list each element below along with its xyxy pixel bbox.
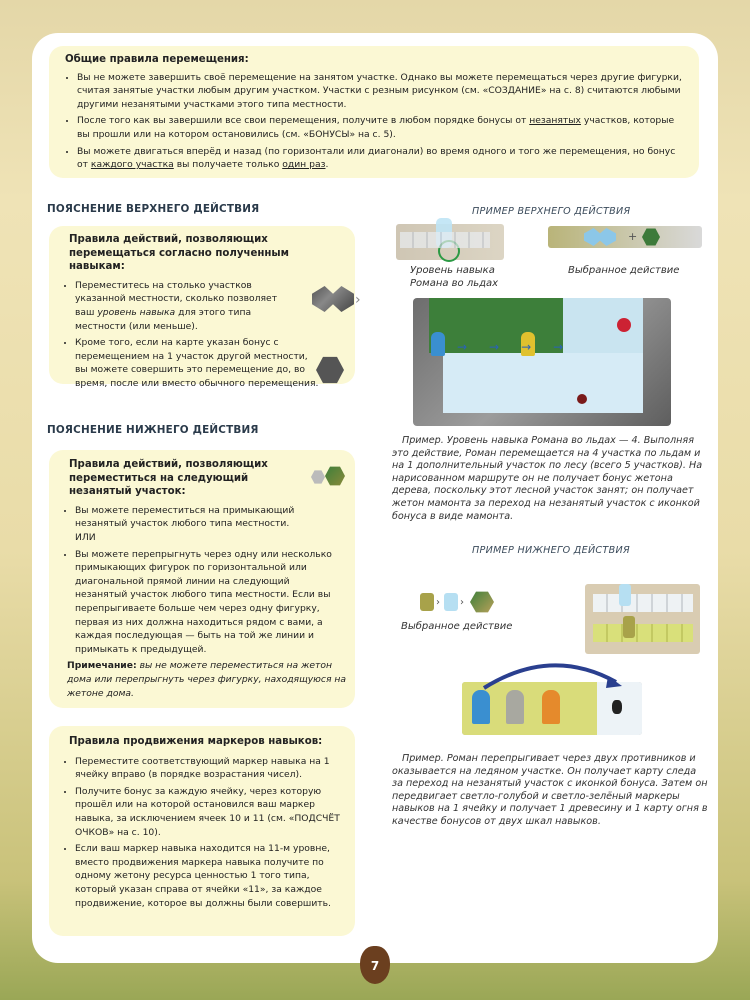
skill-markers-list [59,755,347,911]
opponent-figure-icon [542,690,560,724]
lower-rules-title: Правила действий, позволяющих переместиться на следующий незанятый участок: [69,459,268,498]
skill-track-image [396,224,504,260]
lower-example-text: Пример. Роман перепрыгивает через двух противников и оказывается на ледяном участке. Он получает карту следа за переход на незанятый участок с иконкой бонуса. Затем он передвигает светло-голубой и светло-зелёный маркеры навыков на 1 ячейку и получает 1 древесину и 1 карту огня в качестве бонусов от двух шкал навыков. [392,753,708,827]
ice-action-icon [584,228,616,246]
list-item: • Получите бонус за каждую ячейку, через которую прошёл или на которой остановился ваш маркер навыка, за исключением ячеек 10 и 11 (см. «ПОДСЧЁТ ОЧКОВ» на с. 10). [75,785,347,839]
lower-rules-box [49,450,355,708]
list-item: • Вы можете перепрыгнуть через одну или несколько примыкающих фигурок по горизонтальной или диагональной прямой линии на следующий незанятый участок любого типа местности. Если вы перепрыгиваете больше чем через одну фигурку, первая из них должна находиться рядом с вами, а каждая последующая — быть на той же линии и примыкать к предыдущей. [75,548,347,657]
or-label: ИЛИ [75,531,96,543]
upper-example-text: Пример. Уровень навыка Романа во льдах — 4. Выполняя это действие, Роман перемещается на 4 участка по льдам и на 1 дополнительный участок по лесу (всего 5 участков). На нарисованном маршруте он не получает бонус жетона дерева, поскольку этот лесной участок занят; он получает жетон мамонта за переход на незанятый участок с иконкой бонуса в виде мамонта. [392,435,703,522]
upper-rules-title: Правила действий, позволяющих перемещаться согласно полученным навыкам: [69,234,289,273]
lower-skill-tracks-image [585,584,700,654]
lower-note: Примечание: вы не можете переместиться на жетон дома или перепрыгнуть через фигурку, находящуюся на жетоне дома. [67,660,347,699]
roman-figure-icon [472,690,490,724]
upper-example-title: ПРИМЕР ВЕРХНЕГО ДЕЙСТВИЯ [472,206,631,217]
roman-figure-icon [431,332,445,356]
lower-selected-action-image: › › [420,591,502,615]
selected-action-card-image: + [548,226,702,248]
skill-markers-title: Правила продвижения маркеров навыков: [69,736,323,747]
lower-rules-list [59,504,347,531]
page-number: 7 [360,946,390,984]
lower-example-title: ПРИМЕР НИЖНЕГО ДЕЙСТВИЯ [472,545,630,556]
general-rules-box [49,46,699,178]
general-rules-list [61,71,689,172]
general-rules-title: Общие правила перемещения: [65,54,249,65]
list-item: • Вы не можете завершить своё перемещение на занятом участке. Однако вы можете перемещаться через другие фигурки, считая занятые участки любым другим участком. Участки с резным рисунком (см. «СОЗДАНИЕ» на с. 8) считаются любыми другими незанятыми участками этого типа местности. [77,71,689,112]
list-item: • Вы можете двигаться вперёд и назад (по горизонтали или диагонали) во время одного и того же перемещения, но бонус от каждого участка вы получаете только один раз. [77,145,689,172]
lower-action-heading: ПОЯСНЕНИЕ НИЖНЕГО ДЕЙСТВИЯ [47,424,259,436]
arrow-right-icon: › [355,292,361,308]
upper-rules-list [59,279,347,391]
mammoth-token-icon [617,318,631,332]
forest-hex-icon [642,228,660,246]
opponent-figure-icon [506,690,524,724]
list-item: • После того как вы завершили все свои перемещения, получите в любом порядке бонусы от незанятых участков, которые вы прошли или на котором остановились (см. «БОНУСЫ» на с. 5). [77,114,689,141]
list-item: • Кроме того, если на карте указан бонус с перемещением на 1 участок другой местности, вы можете совершить это перемещение до, во время, после или вместо обычного перемещения. [75,336,347,390]
bonus-icon [612,700,622,714]
upper-caption-right: Выбранное действие [568,265,680,276]
upper-rules-box [49,226,355,389]
upper-caption-left: Уровень навыка Романа во льдах [410,265,499,289]
list-item: • Переместите соответствующий маркер навыка на 1 ячейку вправо (в порядке возрастания чисел). [75,755,347,782]
jump-arrow-icon [476,652,626,692]
upper-map-image: →→→→ [413,298,671,426]
skill-markers-box [49,726,355,936]
upper-action-heading: ПОЯСНЕНИЕ ВЕРХНЕГО ДЕЙСТВИЯ [47,203,260,215]
list-item: • Переместитесь на столько участков указанной местности, сколько позволяет ваш уровень навыка для этого типа местности (или меньше). [75,279,347,333]
lower-caption-left: Выбранное действие [401,621,513,632]
jump-action-icon [311,464,345,490]
list-item: • Вы можете переместиться на примыкающий незанятый участок любого типа местности. [75,504,347,531]
list-item: • Если ваш маркер навыка находится на 11-м уровне, вместо продвижения маркера навыка получите по одному жетону ресурса ценностью 1 того типа, который указан справа от ячейки «11», за каждое продвижение, которое вы должны были совершить. [75,842,347,910]
